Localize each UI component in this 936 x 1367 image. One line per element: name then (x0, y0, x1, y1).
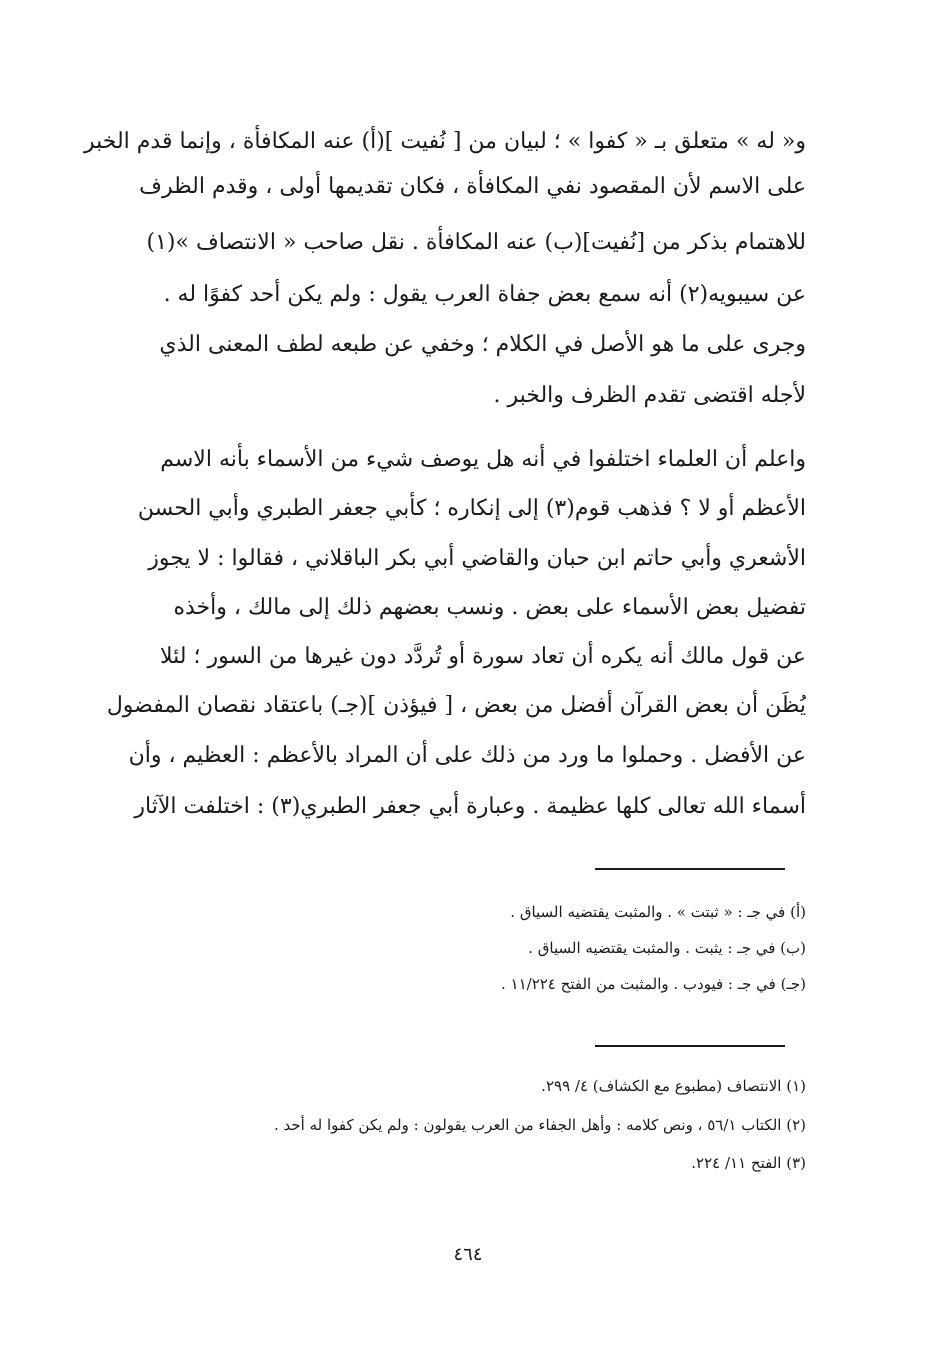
body-line: الأعظم أو لا ؟ فذهب قوم(٣) إلى إنكاره ؛ كأبي جعفر الطبري وأبي الحسن (137, 496, 806, 521)
body-line: لأجله اقتضى تقدم الظرف والخبر . (493, 383, 806, 408)
variant-note: (ب) في جـ : يثبت . والمثبت يقتضيه السياق . (528, 939, 806, 957)
body-line: للاهتمام بذكر من [نُفيت](ب) عنه المكافأة . نقل صاحب « الانتصاف »(١) (146, 230, 806, 255)
page-number: ٤٦٤ (453, 1244, 483, 1265)
variant-note: (أ) في جـ : « ثبتت » . والمثبت يقتضيه السياق . (510, 903, 806, 921)
body-line: واعلم أن العلماء اختلفوا في أنه هل يوصف شيء من الأسماء بأنه الاسم (160, 447, 806, 472)
body-line: الأشعري وأبي حاتم ابن حبان والقاضي أبي بكر الباقلاني ، فقالوا : لا يجوز (148, 546, 806, 571)
variant-note: (جـ) في جـ : فيودب . والمثبت من الفتح ١١/٢٢٤ . (500, 975, 806, 993)
body-line: على الاسم لأن المقصود نفي المكافأة ، فكان تقديمها أولى ، وقدم الظرف (139, 174, 806, 199)
footnotes-separator (595, 1045, 785, 1047)
body-line: يُظَن أن بعض القرآن أفضل من بعض ، [ فيؤذن ](جـ) باعتقاد نقصان المفضول (106, 693, 806, 718)
body-line: و« له » متعلق بـ « كفوا » ؛ لبيان من [ نُفيت ](أ) عنه المكافأة ، وإنما قدم الخبر (83, 129, 806, 154)
body-line: عن الأفضل . وحملوا ما ورد من ذلك على أن المراد بالأعظم : العظيم ، وأن (128, 743, 806, 768)
body-line: عن سيبويه(٢) أنه سمع بعض جفاة العرب يقول : ولم يكن أحد كفوًا له . (163, 282, 806, 307)
footnote: (٣) الفتح ١١/ ٢٢٤. (691, 1154, 806, 1172)
body-line: أسماء الله تعالى كلها عظيمة . وعبارة أبي جعفر الطبري(٣) : اختلفت الآثار (134, 794, 806, 819)
footnote: (٢) الكتاب ٥٦/١ ، ونص كلامه : وأهل الجفاء من العرب يقولون : ولم يكن كفوا له أحد . (274, 1116, 806, 1134)
footnote: (١) الانتصاف (مطبوع مع الكشاف) ٤/ ٢٩٩. (541, 1077, 806, 1095)
body-line: عن قول مالك أنه يكره أن تعاد سورة أو تُردَّد دون غيرها من السور ؛ لئلا (160, 644, 806, 669)
body-line: تفضيل بعض الأسماء على بعض . ونسب بعضهم ذلك إلى مالك ، وأخذه (173, 595, 806, 620)
variant-notes-separator (595, 868, 785, 870)
body-line: وجرى على ما هو الأصل في الكلام ؛ وخفي عن طبعه لطف المعنى الذي (159, 332, 806, 357)
